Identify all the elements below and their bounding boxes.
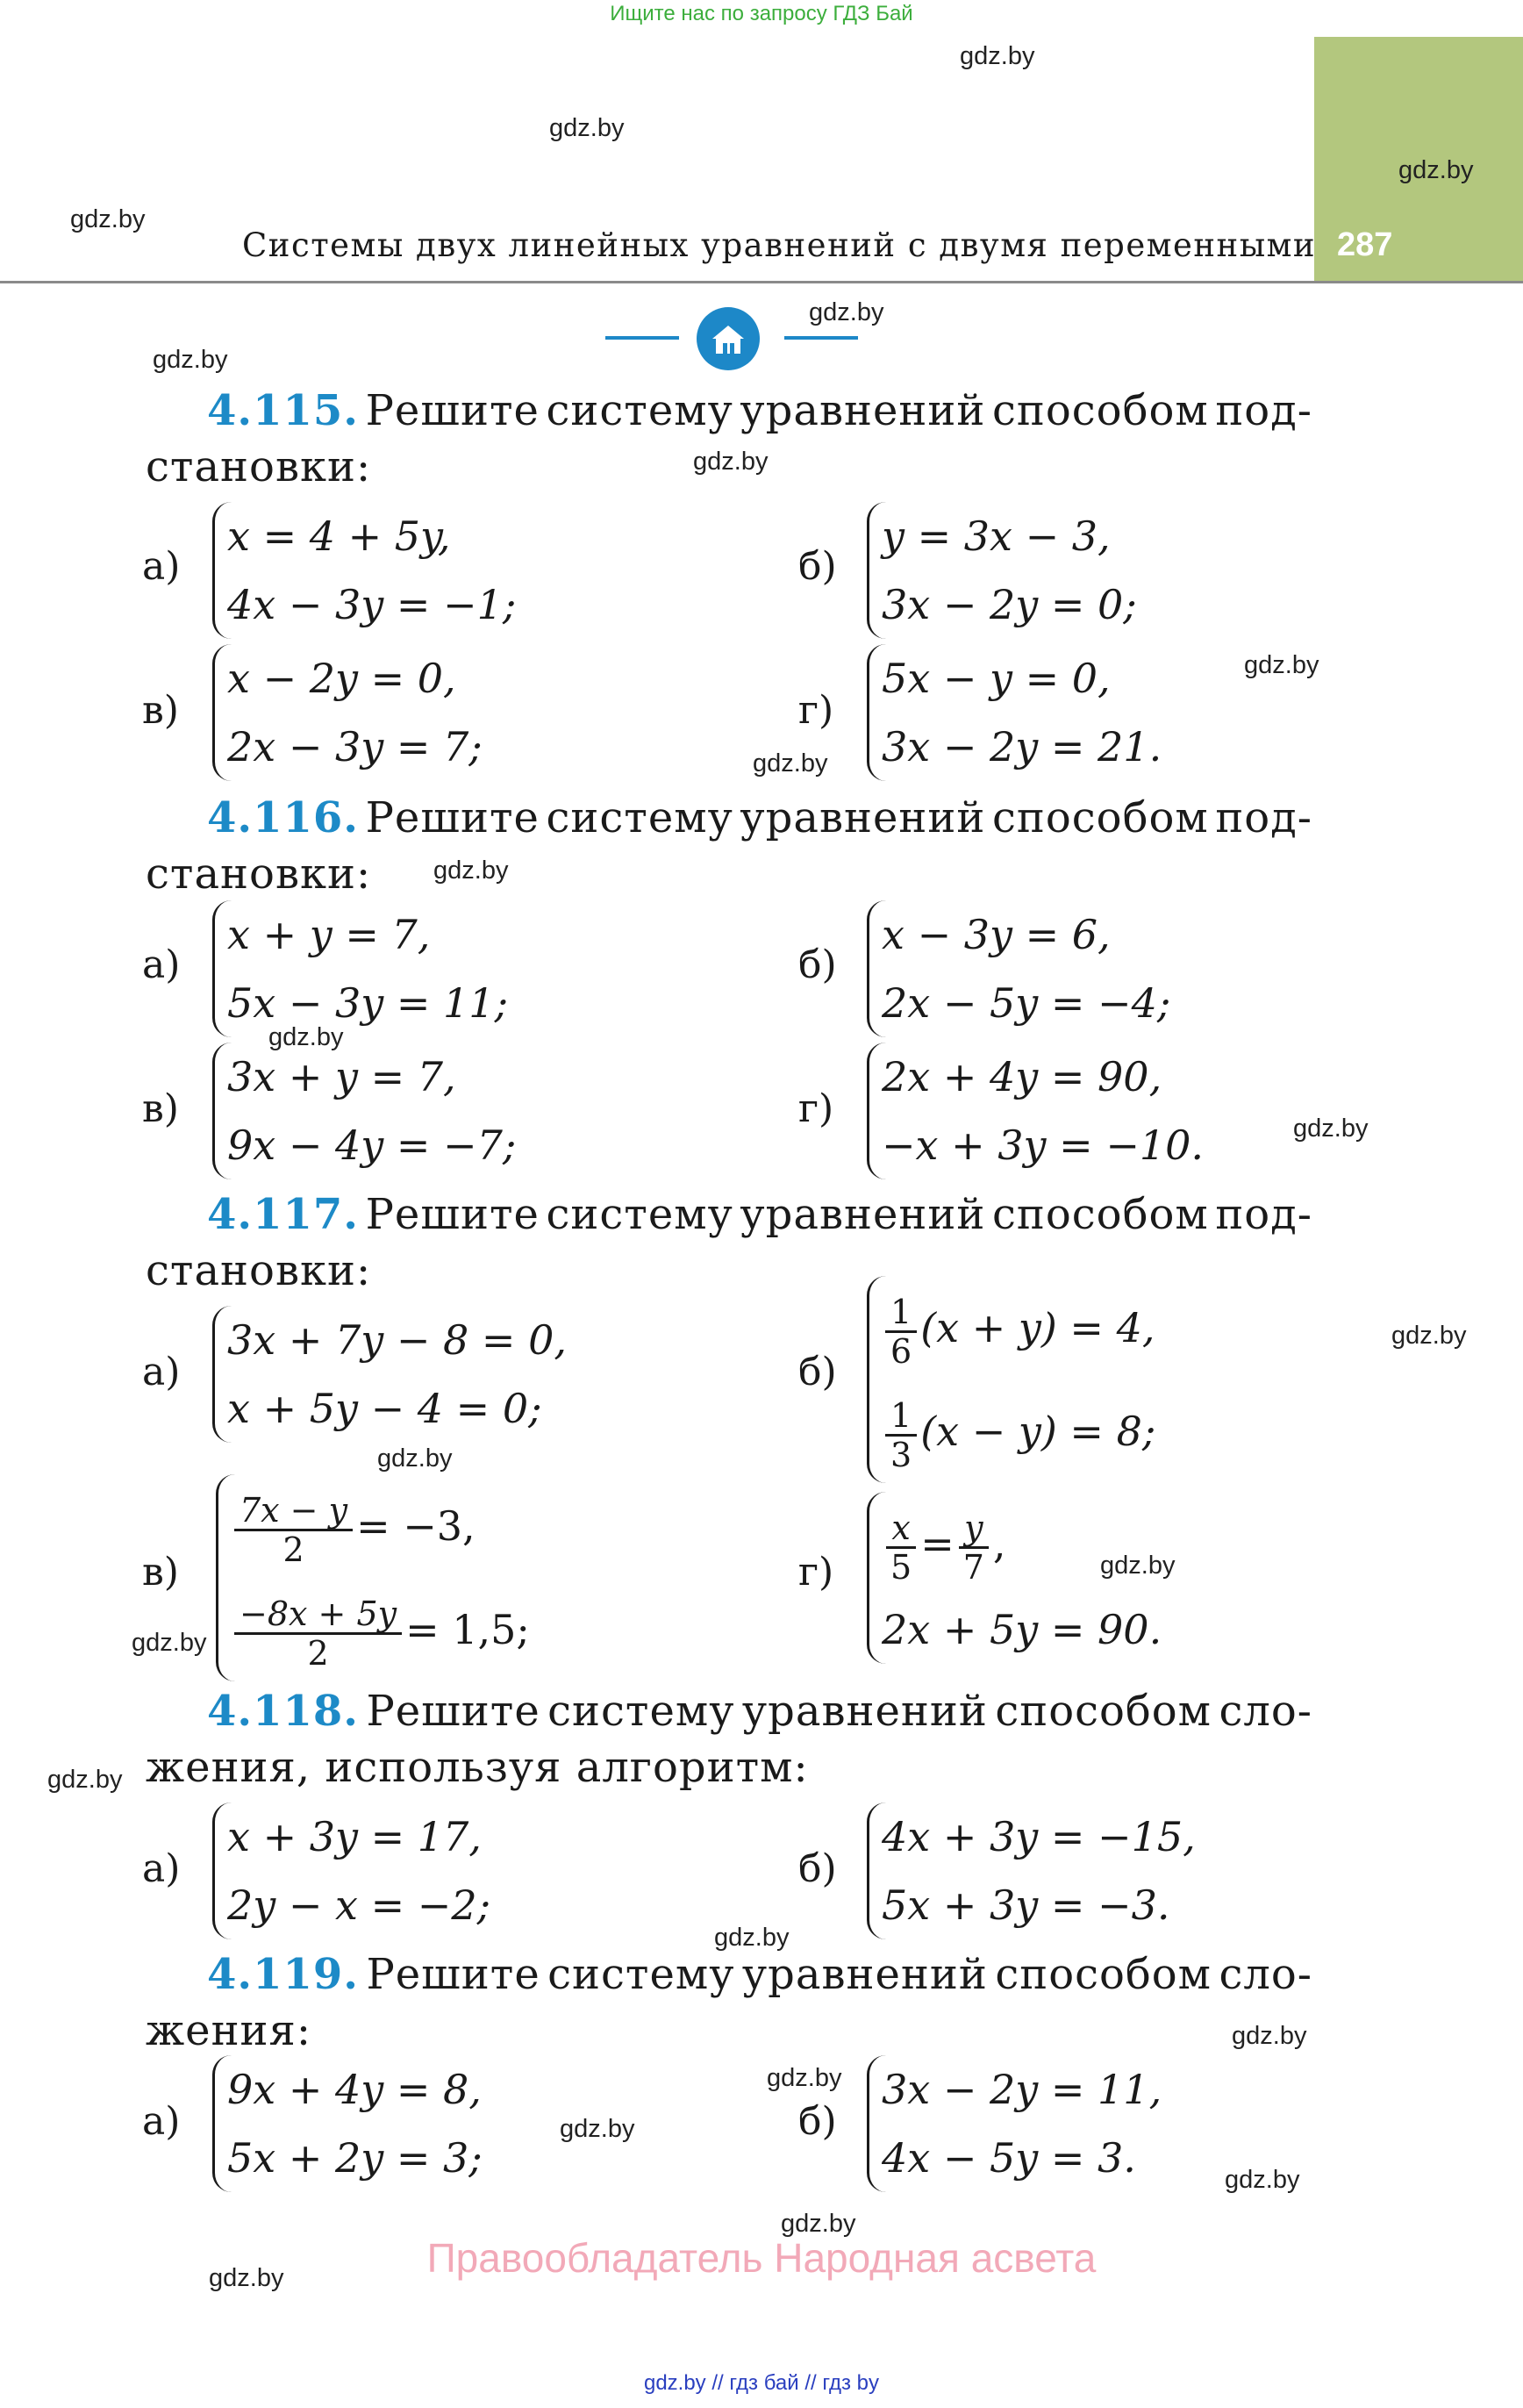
- watermark: gdz.by: [209, 2264, 284, 2292]
- fraction: $\frac{1}{3}$: [885, 1397, 917, 1473]
- watermark: gdz.by: [809, 298, 884, 326]
- header-rule: [0, 281, 1523, 283]
- watermark: gdz.by: [693, 448, 769, 476]
- equation-system: x − 3y = 6, 2x − 5y = −4;: [867, 900, 1170, 1037]
- equation-system: x + y = 7, 5x − 3y = 11;: [212, 900, 508, 1037]
- watermark: gdz.by: [960, 42, 1035, 70]
- problem-4-118: 4.118. Решите систему уравнений способом сло- жения, используя алгоритм:: [146, 1683, 1312, 1795]
- watermark: gdz.by: [377, 1444, 453, 1473]
- problem-4-116: 4.116. Решите систему уравнений способом под- становки:: [146, 790, 1312, 902]
- equation-system: y = 3x − 3, 3x − 2y = 0;: [867, 502, 1137, 639]
- watermark: gdz.by: [1225, 2166, 1300, 2194]
- part-label: в): [142, 1086, 179, 1131]
- copyright-notice: Правообладатель Народная асвета: [426, 2235, 1097, 2281]
- equation-system: 3x − 2y = 11, 4x − 5y = 3.: [867, 2055, 1162, 2192]
- problem-4-115: 4.115. Решите систему уравнений способом под- становки:: [146, 383, 1312, 495]
- watermark: gdz.by: [132, 1629, 207, 1657]
- equation-system: 5x − y = 0, 3x − 2y = 21.: [867, 644, 1162, 781]
- equation-system: x − 2y = 0, 2x − 3y = 7;: [212, 644, 483, 781]
- part-label: г): [798, 1550, 834, 1595]
- equation-system: 4x + 3y = −15, 5x + 3y = −3.: [867, 1802, 1196, 1939]
- watermark: gdz.by: [268, 1023, 344, 1051]
- equation-system: 2x + 4y = 90, −x + 3y = −10.: [867, 1043, 1204, 1179]
- part-label: б): [798, 1846, 837, 1891]
- watermark: gdz.by: [549, 114, 625, 142]
- part-label: а): [142, 942, 181, 987]
- page-number: 287: [1337, 226, 1393, 263]
- equation-system: x = 4 + 5y, 4x − 3y = −1;: [212, 502, 516, 639]
- problem-number: 4.119.: [207, 1950, 360, 1999]
- part-label: а): [142, 1350, 181, 1394]
- home-rule-right: [784, 336, 858, 340]
- watermark: gdz.by: [714, 1924, 790, 1952]
- problem-number: 4.116.: [207, 793, 360, 842]
- watermark: gdz.by: [1232, 2022, 1307, 2050]
- watermark: gdz.by: [153, 346, 228, 374]
- problem-4-117: 4.117. Решите систему уравнений способом под- становки:: [146, 1186, 1312, 1299]
- watermark: gdz.by: [767, 2064, 842, 2092]
- fraction: $\frac{-8x + 5y}{2}$: [234, 1595, 402, 1672]
- top-banner[interactable]: Ищите нас по запросу ГДЗ Бай: [610, 2, 913, 25]
- watermark: gdz.by: [433, 856, 509, 885]
- equation-system: x + 3y = 17, 2y − x = −2;: [212, 1802, 490, 1939]
- part-label: б): [798, 544, 837, 589]
- equation-system: 3x + y = 7, 9x − 4y = −7;: [212, 1043, 516, 1179]
- watermark: gdz.by: [1244, 651, 1319, 679]
- watermark: gdz.by: [47, 1766, 123, 1794]
- equation-system: 3x + 7y − 8 = 0, x + 5y − 4 = 0;: [212, 1306, 567, 1443]
- part-label: г): [798, 1086, 834, 1131]
- fraction: $\frac{y}{7}$: [958, 1509, 990, 1586]
- part-label: а): [142, 1846, 181, 1891]
- watermark: gdz.by: [560, 2115, 635, 2143]
- equation-system-fractions: $\frac{1}{6}$ (x + y) = 4, $\frac{1}{3}$ (x − y) = 8;: [867, 1276, 1155, 1483]
- home-rule-left: [605, 336, 679, 340]
- problem-number: 4.118.: [207, 1687, 360, 1736]
- watermark: gdz.by: [753, 749, 828, 778]
- problem-number: 4.115.: [207, 386, 360, 435]
- part-label: в): [142, 688, 179, 733]
- problem-4-119: 4.119. Решите систему уравнений способом сло- жения:: [146, 1946, 1312, 2059]
- part-label: г): [798, 688, 834, 733]
- watermark: gdz.by: [1398, 156, 1474, 184]
- part-label: б): [798, 1350, 837, 1394]
- watermark: gdz.by: [1100, 1552, 1176, 1580]
- equation-system: 9x + 4y = 8, 5x + 2y = 3;: [212, 2055, 483, 2192]
- bottom-links[interactable]: gdz.by // гдз бай // гдз by: [643, 2371, 880, 2395]
- fraction: $\frac{1}{6}$: [885, 1294, 917, 1370]
- watermark: gdz.by: [70, 205, 146, 233]
- part-label: а): [142, 544, 181, 589]
- problem-number: 4.117.: [207, 1190, 360, 1239]
- equation-system-fractions: $\frac{x}{5}$ = $\frac{y}{7}$ , 2x + 5y = 90.: [867, 1492, 1162, 1664]
- fraction: $\frac{7x - y}{2}$: [234, 1492, 353, 1568]
- running-title: Системы двух линейных уравнений с двумя переменными: [242, 226, 1317, 264]
- watermark: gdz.by: [1293, 1114, 1369, 1143]
- home-icon: [697, 307, 760, 370]
- part-label: в): [142, 1550, 179, 1595]
- part-label: а): [142, 2099, 181, 2144]
- fraction: $\frac{x}{5}$: [885, 1509, 917, 1586]
- watermark: gdz.by: [781, 2210, 856, 2238]
- part-label: б): [798, 942, 837, 987]
- equation-system-fractions: $\frac{7x - y}{2}$ = −3, $\frac{-8x + 5y}{2}$ = 1,5;: [216, 1474, 530, 1681]
- watermark: gdz.by: [1391, 1322, 1467, 1350]
- part-label: б): [798, 2099, 837, 2144]
